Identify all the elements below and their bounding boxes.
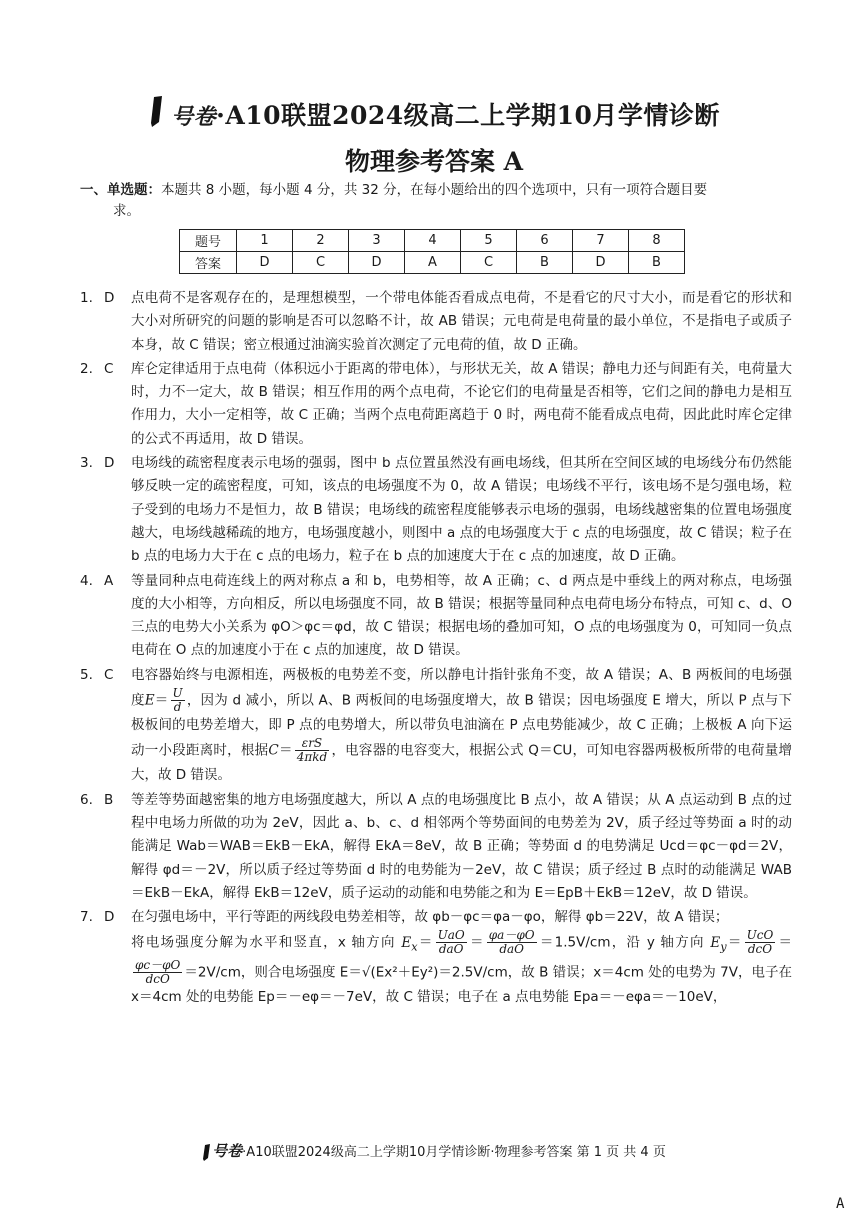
table-cell: 4 (405, 230, 461, 252)
answer-table (179, 229, 685, 274)
table-header-cell: 答案 (180, 252, 237, 274)
item-answer: B (104, 791, 114, 808)
item-text-part: ，因为 d 减小，所以 A、B 两板间的电场强度增大，故 B 错误；因电场强度 E 增大，所以 P 点与下极板间的电势差增大，即 P 点的电势增大，所以带负电油滴在 P 点电势能减少，故 C 正确；上极板 A 向下运动一小段距离时，根据 (131, 692, 793, 759)
list-item (80, 452, 792, 568)
fraction: $\frac{\text{εrS}}{\text{4πkd}}$ (296, 736, 328, 765)
item-text-part: ，电容器的电容变大，根据公式 Q＝CU，可知电容器两极板所带的电荷量增大，故 D 错误。 (131, 742, 793, 784)
item-text-part: 电容器始终与电源相连，两极板的电势差不变，所以静电计指针张角不变，故 A 错误；A、B 两板间的电场强度 (131, 666, 792, 709)
table-cell: D (349, 252, 405, 274)
item-number: 3. (80, 455, 93, 472)
section-heading (80, 180, 790, 222)
brand-logo-icon (202, 1144, 212, 1162)
corner-mark: A (836, 1196, 845, 1212)
table-cell: 6 (517, 230, 573, 252)
brand-logo-icon (148, 96, 166, 132)
item-answer: D (104, 290, 115, 306)
table-cell: 3 (349, 230, 405, 252)
item-answer: D (104, 455, 115, 472)
table-row-answers (180, 252, 685, 274)
list-item (80, 789, 792, 905)
table-cell: A (405, 252, 461, 274)
table-cell: 1 (237, 230, 293, 252)
item-number: 1. (80, 290, 93, 306)
item-text: 电场线的疏密程度表示电场的强弱，图中 b 点位置虽然没有画电场线，但其所在空间区域的电场线分布仍然能够反映一定的疏密程度，可知，该点的电场强度不为 0，故 A 错误；电场线不平行，该电场不是匀强电场，粒子受到的电场力不是恒力，故 B 错误；电场线的疏密程度能够表示电场的强弱，电场线越密集的位置电场强度越大，电场线越稀疏的地方，电场强度越小，则图中 a 点的电场强度大于 c 点的电场强度，故 C 错误；粒子在 b 点的电场力大于在 c 点的电场力，粒子在 b 点的加速度大于在 c 点的加速度，故 D 正确。 (131, 455, 792, 565)
title-line-1 (171, 96, 720, 132)
table-cell: 2 (293, 230, 349, 252)
item-number: 5. (80, 666, 93, 683)
page-title (0, 96, 868, 136)
section-label: 一、单选题： (80, 182, 161, 198)
table-cell: 7 (573, 230, 629, 252)
item-number: 2. (80, 360, 93, 377)
fraction: $\frac{\text{UcO}}{\text{dcO}}$ (746, 928, 774, 957)
item-text-part: ＝1.5V/cm，沿 y 轴方向 (538, 934, 705, 951)
item-answer: D (104, 909, 115, 926)
item-answer: A (104, 572, 114, 589)
table-header-cell: 题号 (180, 230, 237, 252)
list-item (80, 906, 792, 1009)
answer-explanations (80, 287, 792, 1010)
list-item (80, 287, 792, 357)
footer-text: ·A10联盟2024级高二上学期10月学情诊断·物理参考答案 第 1 页 共 4 页 (242, 1145, 666, 1160)
item-text-part: ＝2V/cm，则合电场强度 E＝√(Ex²＋Ey²)＝2.5V/cm，故 B 错误；x＝4cm 处的电势为 7V，电子在 x＝4cm 处的电势能 Ep＝－eφ＝－7eV，故 C 错误；电子在 a 点电势能 Epa＝－eφa＝－10eV， (131, 964, 792, 1005)
item-text: 等量同种点电荷连线上的两对称点 a 和 b，电势相等，故 A 正确；c、d 两点是中垂线上的两对称点，电场强度的大小相等，方向相反，所以电场强度不同，故 B 错误；根据等量同种点电荷电场分布特点，可知 c、d、O 三点的电势大小关系为 φO＞φc＝φd，故 C 错误；根据电场的叠加可知，O 点的电场强度为 0，可知同一负点电荷在 O 点的加速度小于在 c 点的加速度，故 D 错误。 (131, 572, 792, 659)
section-text-1: 本题共 8 小题，每小题 4 分，共 32 分，在每小题给出的四个选项中，只有一项符合题目要 (161, 182, 708, 198)
item-text-part: 在匀强电场中，平行等距的两线段电势差相等，故 φb－φc＝φa－φo，解得 φb＝22V，故 A 错误； (131, 909, 729, 926)
footer-brand: 号卷 (212, 1142, 243, 1160)
fraction: $\frac{\varphi c-\varphi O}{\text{dcO}}$ (135, 957, 181, 986)
item-text: 在匀强电场中，平行等距的两线段电势差相等，故 φb－φc＝φa－φo，解得 φb＝22V，故 A 错误； 将电场强度分解为水平和竖直，x 轴方向 $E_x=$ $\frac{\text{UaO}}{\text{daO}}$ ＝ $\frac{\varphi a-\varphi O}{\text{daO}}$ ＝1.5V/cm，沿 y 轴方向 $E_y=$ $\frac{\text{UcO}}{\text{dcO}}$ ＝ $\frac{\varphi c-\varphi O}{\text{dcO}}$ ＝2V/cm，则合电场强度 E＝√(Ex²＋Ey²)＝2.5V/cm，故 B 错误；x＝4cm 处的电势为 7V，电子在 x＝4cm 处的电势能 Ep＝－eφ＝－7eV，故 C 错误；电子在 a 点电势能 Epa＝－eφa＝－10eV， (131, 909, 793, 1005)
title-sub: 物理参考答案 A (344, 147, 524, 176)
item-number: 6. (80, 791, 93, 808)
item-text: 点电荷不是客观存在的，是理想模型，一个带电体能否看成点电荷，不是看它的尺寸大小，而是看它的形状和大小对所研究的问题的影响是否可以忽略不计，故 AB 错误；元电荷是电荷量的最小单位，不是指电子或质子本身，故 C 错误；密立根通过油滴实验首次测定了元电荷的值，故 D 正确。 (131, 290, 792, 353)
item-number: 7. (80, 909, 93, 926)
item-number: 4. (80, 572, 93, 589)
item-text-part: 将电场强度分解为水平和竖直，x 轴方向 (131, 934, 396, 951)
table-cell: B (629, 252, 685, 274)
fraction: $\frac{U}{d}$ (172, 686, 183, 715)
table-cell: C (461, 252, 517, 274)
item-text: 等差等势面越密集的地方电场强度越大，所以 A 点的电场强度比 B 点小，故 A 错误；从 A 点运动到 B 点的过程中电场力所做的功为 2eV，因此 a、b、c、d 相邻两个等势面间的电势差为 2V，质子经过等势面 a 时的动能满足 Wab＝WAB＝EkB－EkA，解得 EkA＝8eV，故 B 正确；等势面 d 的电势满足 Ucd＝φc－φd＝2V，解得 φd＝－2V，所以质子经过等势面 d 时的电势能为－2eV，故 C 错误；质子经过 B 点时的动能满足 WAB＝EkB－EkA，解得 EkB＝12eV，质子运动的动能和电势能之和为 E＝EpB＋EkB＝12eV，故 D 错误。 (131, 791, 792, 901)
table-cell: 8 (629, 230, 685, 252)
table-cell: B (517, 252, 573, 274)
list-item (80, 664, 792, 788)
table-cell: C (293, 252, 349, 274)
table-row-numbers (180, 230, 685, 252)
brand-name: 号卷 (171, 104, 217, 130)
table-cell: 5 (461, 230, 517, 252)
page-footer (0, 1140, 868, 1162)
fraction: $\frac{\varphi a-\varphi O}{\text{daO}}$ (488, 928, 535, 957)
item-text: 电容器始终与电源相连，两极板的电势差不变，所以静电计指针张角不变，故 A 错误；A、B 两板间的电场强度E＝ $\frac{U}{d}$ ，因为 d 减小，所以 A、B 两板间的电场强度增大，故 B 错误；因电场强度 E 增大，所以 P 点与下极板间的电势差增大，即 P 点的电势增大，所以带负电油滴在 P 点电势能减少，故 C 正确；上极板 A 向下运动一小段距离时，根据C＝ $\frac{\text{εrS}}{\text{4πkd}}$ ，电容器的电容变大，根据公式 Q＝CU，可知电容器两极板所带的电荷量增大，故 D 错误。 (131, 666, 793, 784)
item-text: 库仑定律适用于点电荷（体积远小于距离的带电体），与形状无关，故 A 错误；静电力还与间距有关，电荷量大时，力不一定大，故 B 错误；相互作用的两个点电荷，不论它们的电荷量是否相等，它们之间的静电力是相互作用力，大小一定相等，故 C 正确；当两个点电荷距离趋于 0 时，两电荷不能看成点电荷，因此此时库仑定律的公式不再适用，故 D 错误。 (131, 360, 792, 447)
title-main: ·A10联盟2024级高二上学期10月学情诊断 (216, 101, 720, 130)
section-text-2: 求。 (113, 203, 140, 219)
list-item (80, 570, 792, 663)
table-cell: D (237, 252, 293, 274)
item-answer: C (104, 666, 114, 683)
item-answer: C (104, 360, 114, 377)
table-cell: D (573, 252, 629, 274)
fraction: $\frac{\text{UaO}}{\text{daO}}$ (437, 928, 465, 957)
list-item (80, 358, 792, 451)
